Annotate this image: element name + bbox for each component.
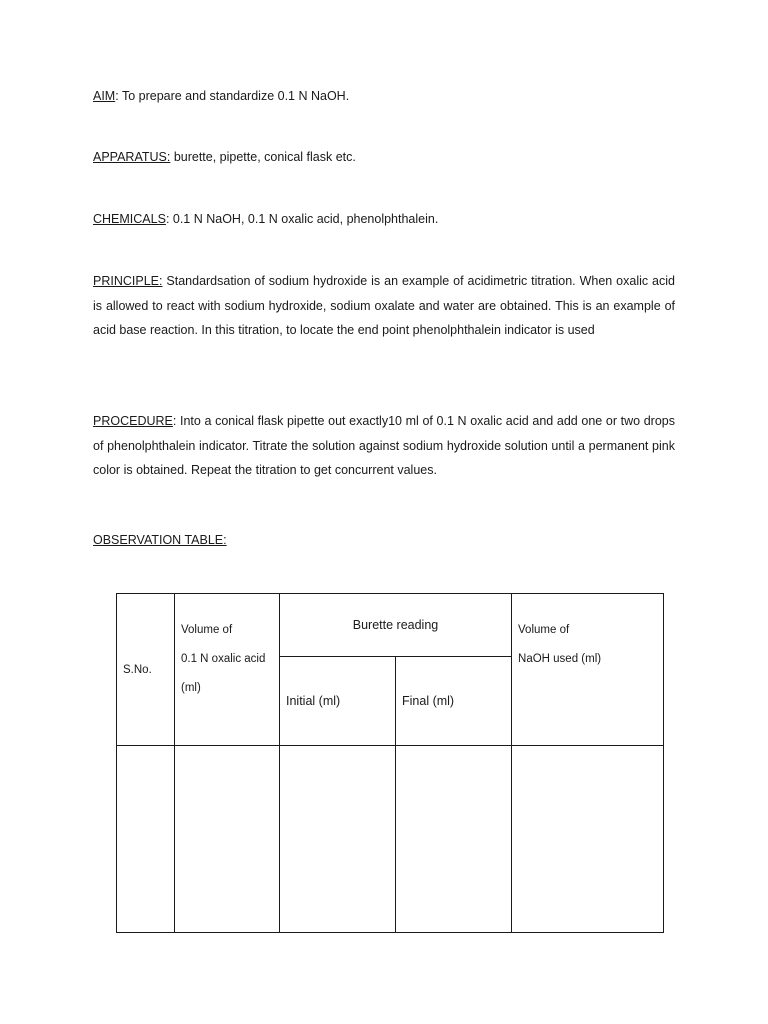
- aim-text: : To prepare and standardize 0.1 N NaOH.: [115, 89, 350, 103]
- oxalic-header-line2: 0.1 N oxalic acid: [181, 653, 266, 665]
- aim-section: [93, 84, 675, 109]
- final-header: Final (ml): [396, 657, 512, 746]
- principle-label: PRINCIPLE:: [93, 274, 163, 288]
- observation-table-title: OBSERVATION TABLE:: [93, 533, 227, 547]
- oxalic-volume-cell: [175, 746, 280, 933]
- final-cell: [396, 746, 512, 933]
- procedure-label: PROCEDURE: [93, 414, 173, 428]
- oxalic-header-line1: Volume of: [181, 624, 233, 636]
- observation-table: [116, 593, 664, 933]
- principle-section: [93, 269, 675, 343]
- chemicals-section: [93, 207, 675, 232]
- oxalic-volume-header: [175, 594, 280, 746]
- apparatus-text: burette, pipette, conical flask etc.: [170, 150, 356, 164]
- apparatus-label: APPARATUS:: [93, 150, 171, 164]
- sno-header: S.No.: [117, 594, 175, 746]
- table-header-row: [117, 594, 664, 657]
- oxalic-header-line3: (ml): [181, 682, 201, 694]
- naoh-header-line1: Volume of: [518, 624, 570, 636]
- burette-reading-header: Burette reading: [280, 594, 512, 657]
- naoh-volume-cell: [512, 746, 664, 933]
- procedure-text: : Into a conical flask pipette out exactly10 ml of 0.1 N oxalic acid and add one or two drops of phenolphthalein indicator. Titrate the solution against sodium hydroxide solution until a permanent pink color is obtained. Repeat the titration to get concurrent values.: [93, 414, 675, 477]
- principle-text: Standardsation of sodium hydroxide is an example of acidimetric titration. When oxalic acid is allowed to react with sodium hydroxide, sodium oxalate and water are obtained. This is an example of acid base reaction. In this titration, to locate the end point phenolphthalein indicator is used: [93, 274, 675, 337]
- chemicals-text: : 0.1 N NaOH, 0.1 N oxalic acid, phenolphthalein.: [165, 212, 439, 226]
- sno-cell: [117, 746, 175, 933]
- table-row: [117, 746, 664, 933]
- initial-cell: [280, 746, 396, 933]
- apparatus-section: [93, 145, 675, 170]
- aim-label: AIM: [93, 89, 116, 103]
- naoh-volume-header: [512, 594, 664, 746]
- procedure-section: [93, 409, 675, 483]
- initial-header: Initial (ml): [280, 657, 396, 746]
- chemicals-label: CHEMICALS: [93, 212, 166, 226]
- naoh-header-line2: NaOH used (ml): [518, 653, 602, 665]
